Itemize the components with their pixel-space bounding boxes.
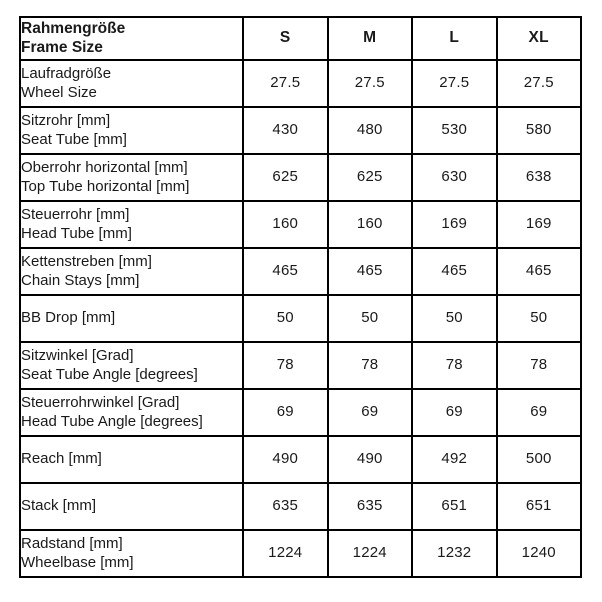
row-label [20, 60, 243, 107]
row-label-de: Steuerrohr [mm] [21, 206, 130, 223]
row-label-en: Chain Stays [mm] [21, 271, 140, 289]
value-cell: 490 [328, 436, 413, 483]
row-label [20, 530, 243, 577]
value-cell: 1240 [497, 530, 582, 577]
value-cell: 50 [328, 295, 413, 342]
row-label [20, 436, 243, 483]
value-cell: 78 [497, 342, 582, 389]
value-cell: 465 [328, 248, 413, 295]
table-row-top-tube [20, 154, 581, 201]
header-label-de: Rahmengröße [21, 20, 126, 37]
value-cell: 169 [412, 201, 497, 248]
row-label-en: Head Tube [mm] [21, 224, 132, 242]
table-row-head-tube [20, 201, 581, 248]
column-header-m: M [328, 17, 413, 60]
value-cell: 160 [243, 201, 328, 248]
value-cell: 169 [497, 201, 582, 248]
frame-geometry-table [19, 16, 582, 578]
table-row-bb-drop [20, 295, 581, 342]
value-cell: 78 [243, 342, 328, 389]
value-cell: 27.5 [497, 60, 582, 107]
table-row-wheelbase [20, 530, 581, 577]
column-header-xl: XL [497, 17, 582, 60]
row-label [20, 248, 243, 295]
header-row [20, 17, 581, 60]
value-cell: 50 [497, 295, 582, 342]
value-cell: 635 [243, 483, 328, 530]
table-row-reach [20, 436, 581, 483]
table-row-head-tube-angle [20, 389, 581, 436]
row-label-de: Radstand [mm] [21, 535, 123, 552]
value-cell: 630 [412, 154, 497, 201]
value-cell: 492 [412, 436, 497, 483]
row-label [20, 107, 243, 154]
table-row-wheel-size [20, 60, 581, 107]
value-cell: 69 [243, 389, 328, 436]
value-cell: 500 [497, 436, 582, 483]
value-cell: 465 [243, 248, 328, 295]
row-label-de: BB Drop [mm] [21, 309, 116, 327]
row-label-en: Wheel Size [21, 83, 97, 101]
value-cell: 480 [328, 107, 413, 154]
row-label [20, 389, 243, 436]
row-label-en: Seat Tube Angle [degrees] [21, 365, 198, 383]
row-label-de: Sitzwinkel [Grad] [21, 347, 134, 364]
value-cell: 651 [497, 483, 582, 530]
value-cell: 1224 [328, 530, 413, 577]
table-row-seat-tube [20, 107, 581, 154]
value-cell: 160 [328, 201, 413, 248]
value-cell: 465 [412, 248, 497, 295]
row-label-de: Reach [mm] [21, 450, 102, 468]
row-label-en: Top Tube horizontal [mm] [21, 177, 190, 195]
value-cell: 69 [412, 389, 497, 436]
value-cell: 50 [412, 295, 497, 342]
value-cell: 635 [328, 483, 413, 530]
row-label-de: Kettenstreben [mm] [21, 253, 152, 270]
row-label-en: Head Tube Angle [degrees] [21, 412, 203, 430]
value-cell: 580 [497, 107, 582, 154]
value-cell: 430 [243, 107, 328, 154]
value-cell: 78 [328, 342, 413, 389]
value-cell: 465 [497, 248, 582, 295]
row-label [20, 201, 243, 248]
row-label-en: Seat Tube [mm] [21, 130, 127, 148]
value-cell: 78 [412, 342, 497, 389]
table-row-seat-tube-angle [20, 342, 581, 389]
row-label [20, 342, 243, 389]
value-cell: 1232 [412, 530, 497, 577]
value-cell: 490 [243, 436, 328, 483]
table-row-chain-stays [20, 248, 581, 295]
value-cell: 69 [497, 389, 582, 436]
row-label [20, 295, 243, 342]
row-label-en: Wheelbase [mm] [21, 553, 134, 571]
value-cell: 651 [412, 483, 497, 530]
row-label [20, 154, 243, 201]
row-label-de: Stack [mm] [21, 497, 97, 515]
header-frame-size-label [20, 17, 243, 60]
row-label-de: Oberrohr horizontal [mm] [21, 159, 188, 176]
table-row-stack [20, 483, 581, 530]
value-cell: 625 [328, 154, 413, 201]
value-cell: 27.5 [328, 60, 413, 107]
header-label-en: Frame Size [21, 38, 103, 56]
value-cell: 50 [243, 295, 328, 342]
value-cell: 27.5 [412, 60, 497, 107]
column-header-s: S [243, 17, 328, 60]
value-cell: 69 [328, 389, 413, 436]
value-cell: 625 [243, 154, 328, 201]
row-label [20, 483, 243, 530]
row-label-de: Sitzrohr [mm] [21, 112, 111, 129]
value-cell: 1224 [243, 530, 328, 577]
value-cell: 530 [412, 107, 497, 154]
column-header-l: L [412, 17, 497, 60]
row-label-de: Laufradgröße [21, 65, 112, 82]
value-cell: 27.5 [243, 60, 328, 107]
value-cell: 638 [497, 154, 582, 201]
row-label-de: Steuerrohrwinkel [Grad] [21, 394, 180, 411]
